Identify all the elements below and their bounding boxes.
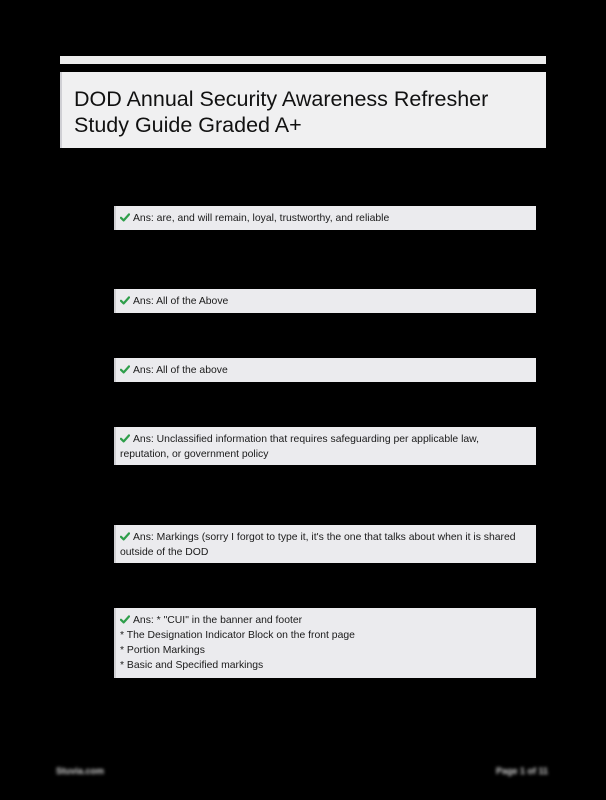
check-icon [120, 296, 130, 305]
page-top-bar [60, 56, 546, 64]
answer-text: Ans: Markings (sorry I forgot to type it, it's the one that talks about when it is shared [133, 532, 516, 543]
footer-page-number: Page 1 of 11 [496, 766, 549, 776]
answer-line: * The Designation Indicator Block on the front page [120, 630, 355, 641]
footer-site-watermark: Stuvia.com [56, 766, 105, 776]
answer-line: * Portion Markings [120, 645, 205, 656]
answer-line [120, 363, 528, 378]
check-icon [120, 213, 130, 222]
answer-box-4 [114, 427, 536, 465]
answer-text: Ans: are, and will remain, loyal, trustworthy, and reliable [133, 213, 390, 224]
answer-line [120, 432, 528, 447]
answer-box-1 [114, 206, 536, 230]
answer-line [120, 530, 528, 545]
title-box [60, 72, 546, 148]
answer-line [120, 613, 528, 628]
answer-text: Ans: All of the Above [133, 296, 229, 307]
answer-text: Ans: Unclassified information that requires safeguarding per applicable law, [133, 434, 479, 445]
answer-line: outside of the DOD [120, 547, 209, 558]
answer-line: * Basic and Specified markings [120, 660, 264, 671]
check-icon [120, 434, 130, 443]
check-icon [120, 615, 130, 624]
answer-box-5 [114, 525, 536, 563]
answer-box-2 [114, 289, 536, 313]
answer-text: Ans: * "CUI" in the banner and footer [133, 615, 303, 626]
answer-text: Ans: All of the above [133, 365, 228, 376]
answer-box-3 [114, 358, 536, 382]
document-title: DOD Annual Security Awareness Refresher Study Guide Graded A+ [74, 87, 489, 137]
check-icon [120, 365, 130, 374]
answer-box-6 [114, 608, 536, 678]
answer-line [120, 211, 528, 226]
answer-line: reputation, or government policy [120, 449, 269, 460]
answer-line [120, 294, 528, 309]
check-icon [120, 532, 130, 541]
